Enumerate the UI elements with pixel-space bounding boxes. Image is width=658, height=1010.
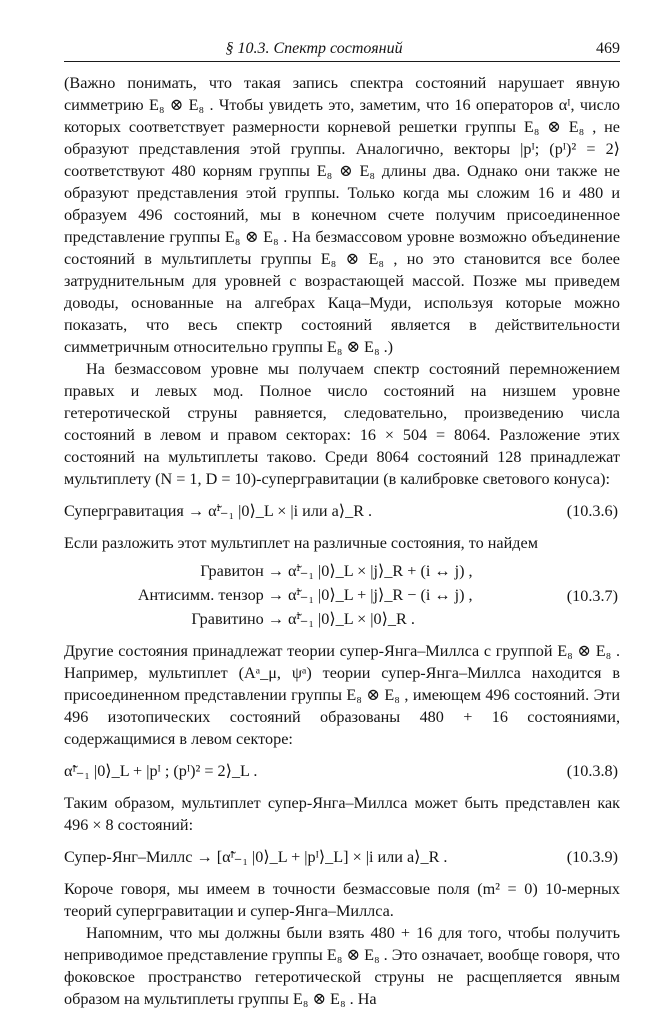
equation-10-3-8 <box>64 758 620 784</box>
equation-rhs: α̃ⁱ₋₁ |0⟩_L × |0⟩_R . <box>288 610 415 628</box>
section-title: § 10.3. Спектр состояний <box>225 40 403 57</box>
equation-number: (10.3.9) <box>566 848 618 866</box>
paragraph-7: Напомним, что мы должны были взять 480 + 16 для того, чтобы получить неприводимое представление группы E₈ ⊗ E₈ . Это означает, вообще говоря, что фоковское пространство гетеротической струны не расщепляется явным образом на мультиплеты группы E₈ ⊗ E₈ . На <box>64 924 620 1008</box>
equation-lhs: Гравитон → <box>200 562 284 580</box>
page-number: 469 <box>596 40 620 57</box>
equation-number: (10.3.8) <box>566 762 618 780</box>
running-header <box>64 38 620 60</box>
paragraph-1: (Важно понимать, что такая запись спектра состояний нарушает явную симметрию E₈ ⊗ E₈ . Чтобы увидеть это, заметим, что 16 операторов αᴵ, число которых соответствует размерности корневой решетки группы E₈ ⊗ E₈ , не образуют представления этой группы. Аналогично, векторы |pᴵ; (pᴵ)² = 2⟩ соответствуют 480 корням группы E₈ ⊗ E₈ длины два. Однако они также не образуют представления этой группы. Только когда мы сложим 16 и 480 и образуем 496 состояний, мы в конечном счете получим присоединенное представление группы E₈ ⊗ E₈ . На безмассовом уровне возможно объединение состояний в мультиплеты группы E₈ ⊗ E₈ , но это становится все более затруднительным для уровней с возрастающей массой. Позже мы приведем доводы, основанные на алгебрах Каца–Муди, используя которые можно показать, что весь спектр состояний является в действительности симметричным относительно группы E₈ ⊗ E₈ .) <box>64 74 620 356</box>
equation-number: (10.3.6) <box>566 502 618 520</box>
equation-number: (10.3.7) <box>566 587 618 605</box>
equation-10-3-7 <box>64 560 620 632</box>
equation-row <box>64 608 620 632</box>
equation-text: Супер-Янг–Миллс → [α̃ᴵ₋₁ |0⟩_L + |pᴵ⟩_L] × |i или a⟩_R . <box>64 848 448 866</box>
equation-10-3-6 <box>64 498 620 524</box>
header-rule <box>64 61 620 62</box>
body-text <box>64 72 620 1010</box>
paragraph-6: Короче говоря, мы имеем в точности безмассовые поля (m² = 0) 10-мерных теорий супергравитации и супер-Янга–Миллса. <box>64 880 620 920</box>
equation-text: α̃ᴵ₋₁ |0⟩_L + |pᴵ ; (pᴵ)² = 2⟩_L . <box>64 762 258 780</box>
paragraph-2: На безмассовом уровне мы получаем спектр состояний перемножением правых и левых мод. Полное число состояний на низшем уровне гетеротической струны равняется, следовательно, произведению числа состояний в левом и правом секторах: 16 × 504 = 8064. Разложение этих состояний на мультиплеты таково. Среди 8064 состояний 128 принадлежат мультиплету (N = 1, D = 10)-супергравитации (в калибровке светового конуса): <box>64 360 620 488</box>
equation-lhs: Гравитино → <box>191 610 284 628</box>
equation-row <box>64 560 620 584</box>
equation-10-3-9 <box>64 844 620 870</box>
paragraph-3: Если разложить этот мультиплет на различные состояния, то найдем <box>64 534 538 552</box>
equation-lhs: Антисимм. тензор → <box>137 586 284 604</box>
equation-rhs: α̃ⁱ₋₁ |0⟩_L + |j⟩_R − (i ↔ j) , <box>288 586 473 604</box>
paragraph-4: Другие состояния принадлежат теории супер-Янга–Миллса с группой E₈ ⊗ E₈ . Например, мультиплет (Aᵃ_μ, ψᵃ) теории супер-Янга–Миллса находится в присоединенном представлении группы E₈ ⊗ E₈ , имеющем 496 состояний. Эти 496 изотопических состояний образованы 480 + 16 состояниями, содержащимися в левом секторе: <box>64 642 620 748</box>
equation-row <box>64 584 620 608</box>
equation-rhs: α̃ⁱ₋₁ |0⟩_L × |j⟩_R + (i ↔ j) , <box>288 562 473 580</box>
paragraph-5: Таким образом, мультиплет супер-Янга–Миллса может быть представлен как 496 × 8 состояний: <box>64 794 620 834</box>
equation-text: Супергравитация → α̃ⁱ₋₁ |0⟩_L × |i или a⟩_R . <box>64 502 373 520</box>
